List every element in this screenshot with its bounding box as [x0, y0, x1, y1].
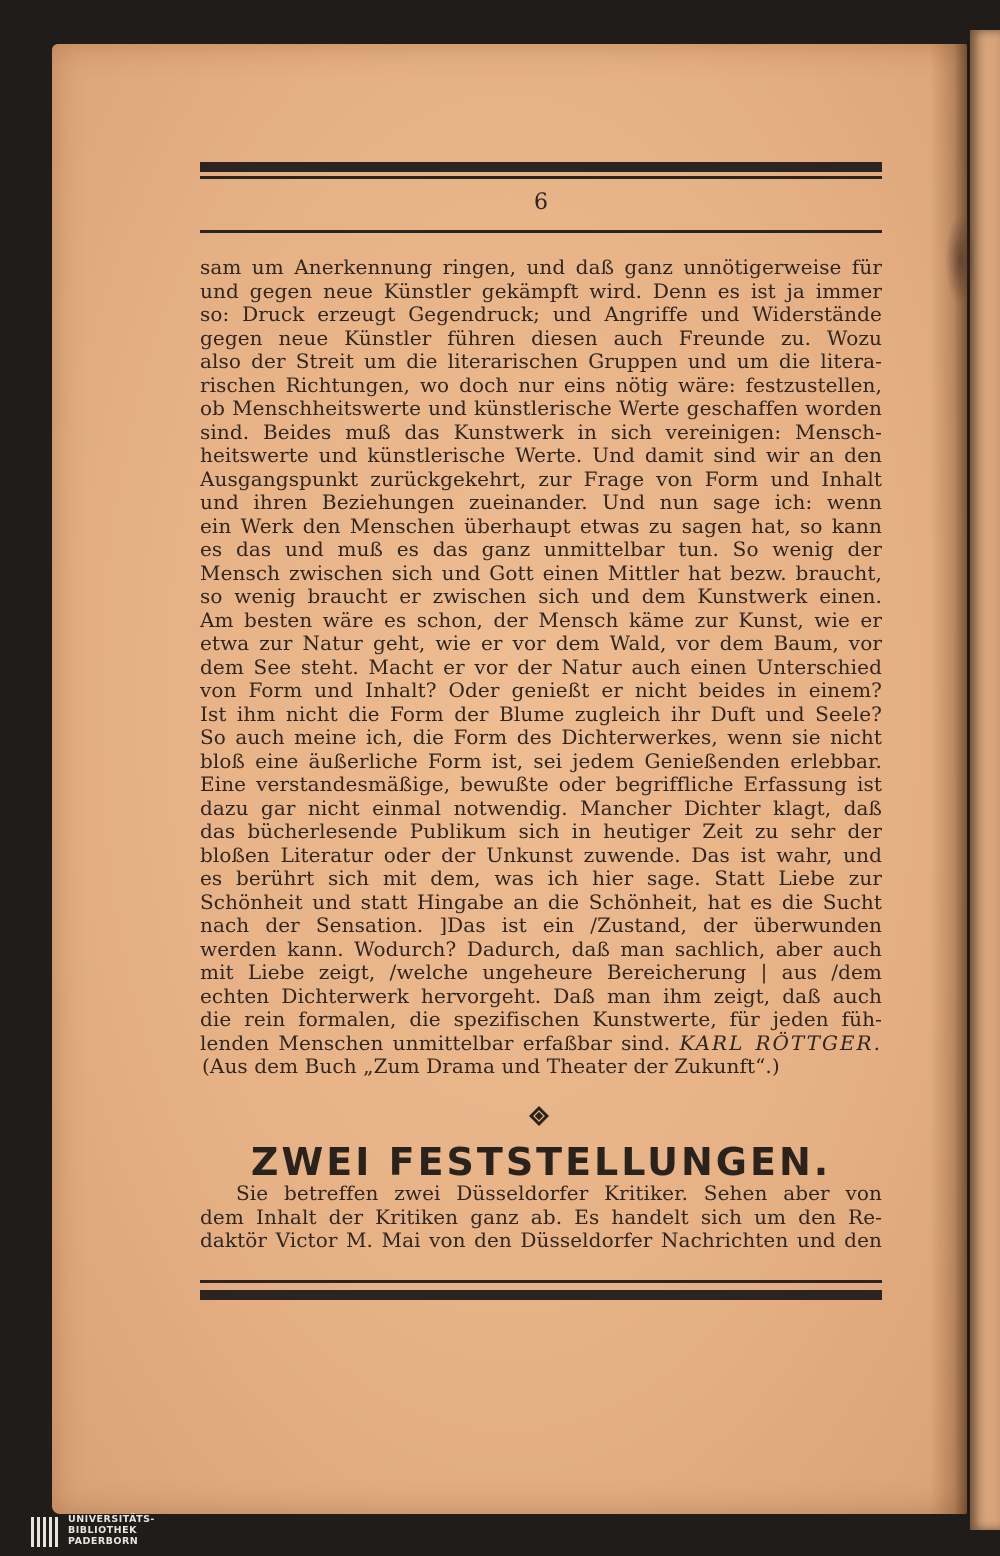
text-line: es berührt sich mit dem, was ich hier sage. Statt Liebe zur: [200, 866, 882, 890]
section-text: [200, 1182, 882, 1253]
text-line: es das und muß es das ganz unmittelbar tun. So wenig der: [200, 537, 882, 561]
text-line: echten Dichterwerk hervorgeht. Daß man ihm zeigt, daß auch: [200, 983, 882, 1008]
text-line: Ausgangspunkt zurückgekehrt, zur Frage von Form und Inhalt: [200, 466, 882, 491]
text-line: so: Druck erzeugt Gegendruck; und Angriffe und Widerstände: [200, 302, 882, 326]
body-text: [200, 256, 882, 1079]
text-line: Am besten wäre es schon, der Mensch käme zur Kunst, wie er: [200, 607, 882, 632]
text-line: werden kann. Wodurch? Dadurch, daß man sachlich, aber auch: [200, 936, 882, 961]
text-line: sam um Anerkennung ringen, und daß ganz unnötigerweise für: [200, 255, 882, 279]
text-line: und gegen neue Künstler gekämpft wird. Denn es ist ja immer: [200, 278, 882, 303]
library-logo-icon: [30, 1514, 60, 1548]
logo-line-3: PADERBORN: [68, 1536, 139, 1547]
section-text-line: dem Inhalt der Kritiken ganz ab. Es handelt sich um den Re-: [200, 1204, 882, 1229]
text-line: ein Werk den Menschen überhaupt etwas zu sagen hat, so kann: [200, 513, 882, 538]
text-line: also der Streit um die literarischen Gruppen und um die litera-: [200, 349, 882, 373]
section-text-line: Sie betreffen zwei Düsseldorfer Kritiker. Sehen aber von: [236, 1181, 882, 1205]
logo-line-2: BIBLIOTHEK: [68, 1525, 137, 1536]
footer-rule-thick: [200, 1290, 882, 1300]
page-stain: [945, 215, 975, 305]
text-line: sind. Beides muß das Kunstwerk in sich vereinigen: Mensch-: [200, 419, 882, 444]
section-text-line: daktör Victor M. Mai von den Düsseldorfer Nachrichten und den: [200, 1228, 882, 1252]
text-line: mit Liebe zeigt, /welche ungeheure Bereicherung | aus /dem: [200, 960, 882, 984]
author-name: KARL RÖTTGER.: [679, 1030, 882, 1055]
diamond-ornament-icon: [528, 1105, 550, 1127]
text-line-closing: [200, 1032, 882, 1056]
text-line: heitswerte und künstlerische Werte. Und damit sind wir an den: [200, 443, 882, 467]
logo-line-1: UNIVERSITÄTS-: [68, 1514, 155, 1525]
text-line: bloßen Literatur oder der Unkunst zuwende. Das ist wahr, und: [200, 842, 882, 867]
text-line: und ihren Beziehungen zueinander. Und nun sage ich: wenn: [200, 490, 882, 514]
library-logo: [18, 1512, 158, 1552]
text-line: Ist ihm nicht die Form der Blume zugleich ihr Duft und Seele?: [200, 701, 882, 726]
text-line: von Form und Inhalt? Oder genießt er nicht beides in einem?: [200, 678, 882, 702]
text-line: etwa zur Natur geht, wie er vor dem Wald, vor dem Baum, vor: [200, 631, 882, 655]
text-line: bloß eine äußerliche Form ist, sei jedem Genießenden erlebbar.: [200, 748, 882, 773]
text-line: So auch meine ich, die Form des Dichterwerkes, wenn sie nicht: [200, 725, 882, 749]
header-rule-thin: [200, 176, 882, 179]
footer-rule-thin: [200, 1280, 882, 1283]
library-logo-text: [68, 1514, 155, 1547]
page-number: 6: [534, 190, 548, 215]
text-line: Schönheit und statt Hingabe an die Schönheit, hat es die Sucht: [200, 889, 882, 914]
text-line: die rein formalen, die spezifischen Kunstwerte, für jeden füh-: [200, 1007, 882, 1031]
text-line: rischen Richtungen, wo doch nur eins nötig wäre: festzustellen,: [200, 372, 882, 397]
header-rule-under-number: [200, 230, 882, 233]
text-line: Eine verstandesmäßige, bewußte oder begriffliche Erfassung ist: [200, 772, 882, 796]
text-line: Mensch zwischen sich und Gott einen Mittler hat bezw. braucht,: [200, 560, 882, 585]
text-line: dem See steht. Macht er vor der Natur auch einen Unterschied: [200, 654, 882, 679]
text-line: das bücherlesende Publikum sich in heutiger Zeit zu sehr der: [200, 819, 882, 843]
text-line: dazu gar nicht einmal notwendig. Mancher Dichter klagt, daß: [200, 795, 882, 820]
text-line: nach der Sensation. ]Das ist ein /Zustand, der überwunden: [200, 913, 882, 937]
closing-text: lenden Menschen unmittelbar erfaßbar sind.: [200, 1030, 671, 1055]
text-line: gegen neue Künstler führen diesen auch Freunde zu. Wozu: [200, 325, 882, 350]
text-line: ob Menschheitswerte und künstlerische Werte geschaffen worden: [200, 396, 882, 420]
section-title: ZWEI FESTSTELLUNGEN.: [250, 1140, 832, 1184]
header-rule-thick: [200, 162, 882, 172]
text-line: so wenig braucht er zwischen sich und dem Kunstwerk einen.: [200, 584, 882, 608]
source-citation: (Aus dem Buch „Zum Drama und Theater der Zukunft“.): [202, 1054, 780, 1078]
